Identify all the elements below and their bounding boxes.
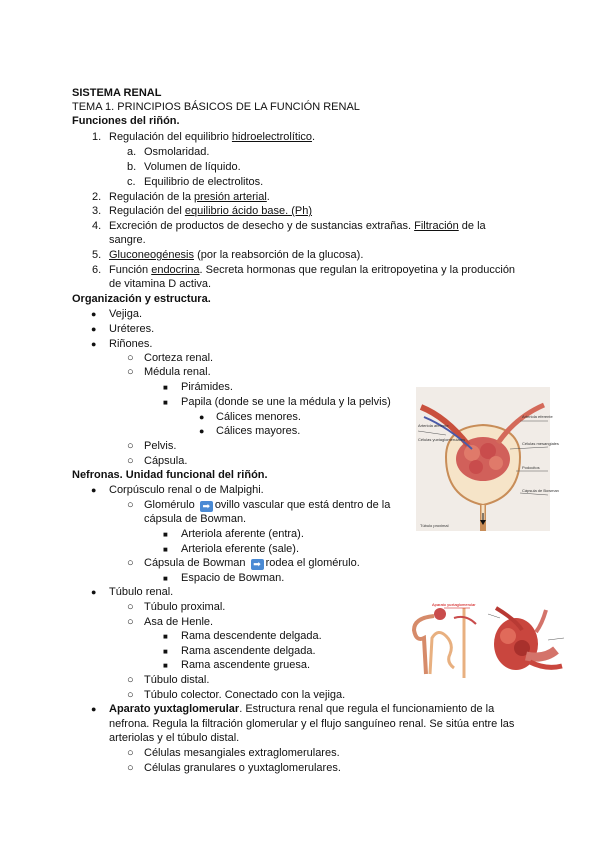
section-heading-organizacion: Organización y estructura. <box>72 293 211 305</box>
list-item: ● Cálices menores. <box>199 411 301 423</box>
list-item: ■ Papila (donde se une la médula y la pelvis) <box>163 396 391 408</box>
arrow-right-icon: ➡ <box>200 501 213 512</box>
list-item: ● Riñones. <box>91 338 153 350</box>
list-item: ● Cálices mayores. <box>199 425 301 437</box>
list-item: ■ Rama descendente delgada. <box>163 630 322 642</box>
list-item-continuation: sangre. <box>109 234 146 246</box>
list-item-continuation: arteriolas y el túbulo distal. <box>109 732 240 744</box>
list-item: ● Aparato yuxtaglomerular. Estructura renal que regula el funcionamiento de la <box>91 703 495 715</box>
list-item: 6. Función endocrina. Secreta hormonas que regulan la eritropoyetina y la producción <box>92 264 516 276</box>
list-item: ○ Cápsula. <box>127 455 188 467</box>
document-title: SISTEMA RENAL <box>72 87 162 99</box>
document-subtitle: TEMA 1. PRINCIPIOS BÁSICOS DE LA FUNCIÓN RENAL <box>72 101 360 113</box>
list-item: a. Osmolaridad. <box>127 146 210 158</box>
list-item: 4. Excreción de productos de desecho y de sustancias extrañas. Filtración de la <box>92 220 486 232</box>
figure-label: Aparato yuxtaglomerular <box>432 602 476 607</box>
section-heading-funciones: Funciones del riñón. <box>72 115 180 127</box>
figure-label: Podocitos <box>522 465 540 470</box>
list-item: ○ Células granulares o yuxtaglomerulares. <box>127 762 341 774</box>
renal-corpuscle-figure <box>416 387 559 531</box>
list-item: ● Túbulo renal. <box>91 586 174 598</box>
list-item: ○ Médula renal. <box>127 366 211 378</box>
list-item: ● Vejiga. <box>91 308 143 320</box>
list-item: ■ Rama ascendente delgada. <box>163 645 316 657</box>
nephron-figure <box>394 598 482 682</box>
list-item: ■ Arteriola aferente (entra). <box>163 528 304 540</box>
figure-label: Túbulo proximal <box>420 523 449 528</box>
list-item: 3. Regulación del equilibrio ácido base. (Ph) <box>92 205 313 217</box>
list-item: ○ Cápsula de Bowman ➡ rodea el glomérulo. <box>127 557 360 569</box>
section-heading-nefronas: Nefronas. Unidad funcional del riñón. <box>72 469 268 481</box>
list-item: ○ Pelvis. <box>127 440 177 452</box>
list-item-continuation: nefrona. Regula la filtración glomerular y el flujo sanguíneo renal. Se sitúa entre las <box>109 718 515 730</box>
figure-label: Células mesangiales <box>522 441 559 446</box>
list-item: ■ Rama ascendente gruesa. <box>163 659 311 671</box>
list-item-continuation: de vitamina D activa. <box>109 278 212 290</box>
figure-label: Cápsula de Bowman <box>522 488 559 493</box>
list-item: c. Equilibrio de electrolitos. <box>127 176 264 188</box>
list-item: ■ Espacio de Bowman. <box>163 572 285 584</box>
list-item: ■ Pirámides. <box>163 381 233 393</box>
figure-label: Arteriola eferente <box>522 414 553 419</box>
list-item: ○ Corteza renal. <box>127 352 214 364</box>
list-item: ○ Células mesangiales extraglomerulares. <box>127 747 340 759</box>
list-item: ○ Glomérulo ➡ ovillo vascular que está dentro de la <box>127 499 391 511</box>
list-item: ○ Túbulo colector. Conectado con la vejiga. <box>127 689 346 701</box>
list-item: ○ Túbulo distal. <box>127 674 210 686</box>
list-item: 5. Gluconeogénesis (por la reabsorción de la glucosa). <box>92 249 364 261</box>
list-item: ○ Túbulo proximal. <box>127 601 226 613</box>
list-item: 1. Regulación del equilibrio hidroelectrolítico. <box>92 131 316 143</box>
list-item: ● Uréteres. <box>91 323 155 335</box>
list-item: b. Volumen de líquido. <box>127 161 241 173</box>
arrow-right-icon: ➡ <box>251 559 264 570</box>
list-item: ■ Arteriola eferente (sale). <box>163 543 299 555</box>
list-item: ○ Asa de Henle. <box>127 616 214 628</box>
list-item: ● Corpúsculo renal o de Malpighi. <box>91 484 264 496</box>
list-item-continuation: cápsula de Bowman. <box>144 513 247 525</box>
juxtaglomerular-figure <box>486 600 566 682</box>
figure-label: Células yuxtaglomerulares <box>418 437 466 442</box>
figure-label: Arteriola aferente <box>418 423 449 428</box>
list-item: 2. Regulación de la presión arterial. <box>92 191 270 203</box>
